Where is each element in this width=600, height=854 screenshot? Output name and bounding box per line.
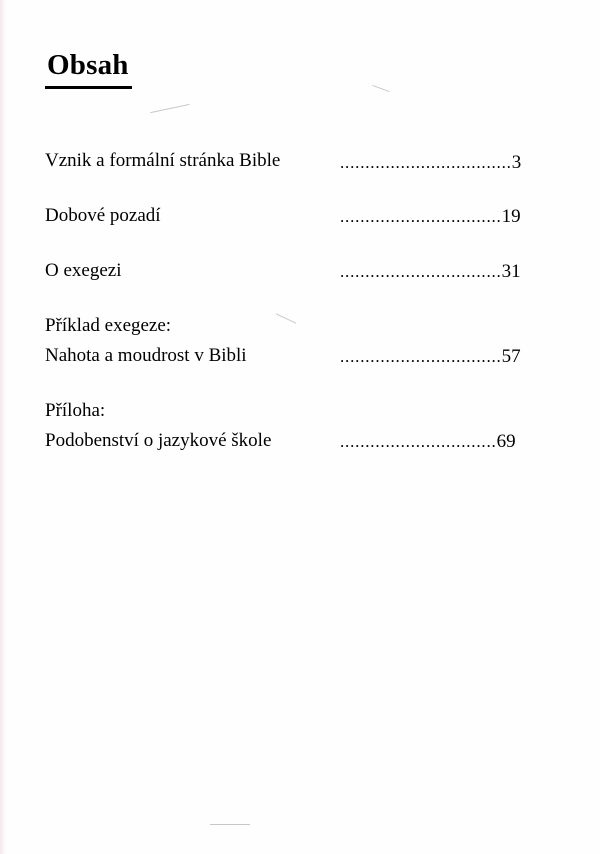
toc-page-number: 3 [511,152,522,173]
toc-page-number: 57 [501,346,521,367]
leader-dots: ................................ [340,262,502,281]
toc-entry-title: Dobové pozadí [45,205,161,226]
toc-entry-leader [340,151,521,175]
toc-entry-leader [340,345,521,369]
leader-dots: ................................ [340,347,502,366]
toc-entry-title: Vznik a formální stránka Bible [45,150,281,171]
toc-entry-title: Podobenství o jazykové škole [45,430,272,451]
scan-speck [210,824,250,825]
toc-page-number: 19 [501,206,521,227]
toc-entry-leader [340,260,521,284]
toc-page-number: 69 [496,431,516,452]
toc-entry-label: Příklad exegeze: [45,315,172,336]
leader-dots: ................................ [340,207,502,226]
toc-entry-title: Nahota a moudrost v Bibli [45,345,247,366]
toc-entry-leader [340,430,516,454]
toc-page-number: 31 [501,261,521,282]
toc-entry-title: O exegezi [45,260,122,281]
page-title: Obsah [47,49,129,81]
leader-dots: .................................. [340,153,512,172]
leader-dots: ............................... [340,432,497,451]
toc-entry-label: Příloha: [45,400,106,421]
toc-entry-leader [340,205,521,229]
